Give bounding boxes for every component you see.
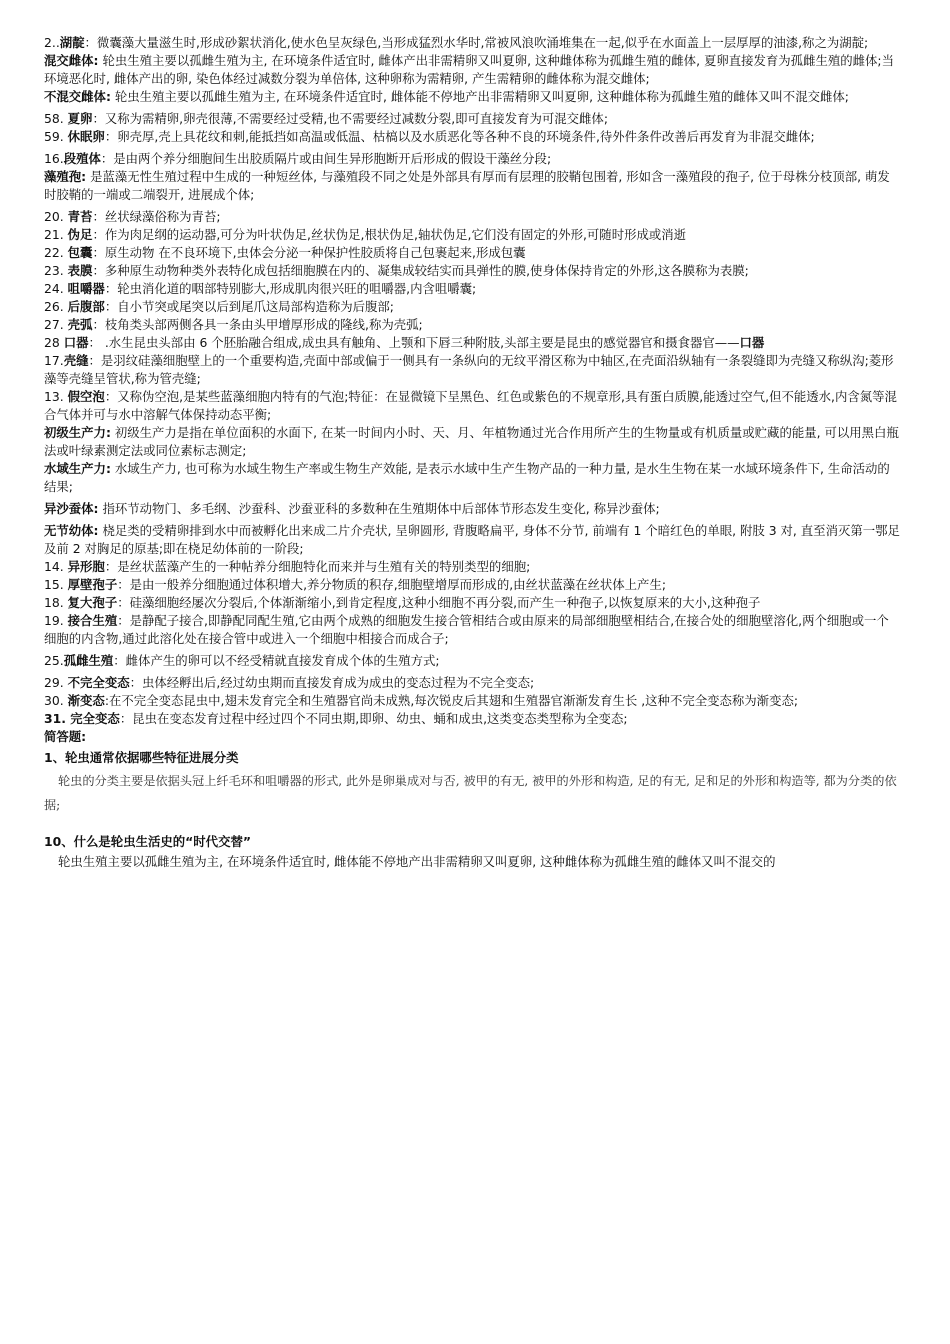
glossary-entry (44, 576, 900, 594)
entry-term-tail: 口器 (739, 335, 765, 350)
glossary-entry (44, 612, 900, 648)
entry-number: 29. (44, 675, 68, 690)
section-title: 简答题: (44, 729, 87, 744)
entry-term: 复大孢子 (67, 595, 118, 610)
entry-number: 19. (44, 613, 68, 628)
short-answer-section (44, 728, 900, 871)
entry-number: 30. (44, 693, 68, 708)
glossary-entry (44, 208, 900, 226)
entry-number: 2.. (44, 35, 60, 50)
entry-term: 口器 (63, 335, 89, 350)
entry-definition: 是蓝藻无性生殖过程中生成的一种短丝体, 与藻殖段不同之处是外部具有厚而有层理的胶鞘包围着, 形如含一藻殖段的孢子, 位于母株分枝顶部, 萌发时胶鞘的一端或二端裂开, 进展成个体; (44, 169, 890, 202)
entry-term: 咀嚼器 (67, 281, 105, 296)
entry-term: 无节幼体: (44, 523, 99, 538)
glossary-entry (44, 110, 900, 128)
entry-definition: ：硅藻细胞经屡次分裂后,个体渐渐缩小,到肯定程度,这种小细胞不再分裂,而产生一种孢子,以恢复原来的大小,这种孢子 (117, 595, 761, 610)
question-answer: 轮虫生殖主要以孤雌生殖为主, 在环境条件适宜时, 雌体能不停地产出非需精卵又叫夏卵, 这种雌体称为孤雌生殖的雌体又叫不混交的 (58, 854, 776, 869)
entry-term: 休眠卵 (67, 129, 105, 144)
entry-term: 不完全变态 (67, 675, 130, 690)
entry-definition: 初级生产力是指在单位面积的水面下, 在某一时间内小时、天、月、年植物通过光合作用所产生的生物量或有机质量或贮藏的能量, 可以用黑白瓶法或叶绿素测定法或同位素标志测定; (44, 425, 899, 458)
entry-number: 14. (44, 559, 68, 574)
entry-definition: 水域生产力, 也可称为水域生物生产率或生物生产效能, 是表示水域中生产生物产品的一种力量, 是水生生物在某一水域环境条件下, 生命活动的结果; (44, 461, 890, 494)
entry-number: 16. (44, 151, 64, 166)
entry-number: 18. (44, 595, 68, 610)
question-title: 10、什么是轮虫生活史的“时代交替” (44, 834, 251, 849)
entry-term: 段殖体 (63, 151, 101, 166)
entry-number: 28 (44, 335, 64, 350)
entry-definition: ：虫体经孵出后,经过幼虫期而直接发育成为成虫的变态过程为不完全变态; (129, 675, 535, 690)
entry-term: 包囊 (67, 245, 93, 260)
glossary-entry (44, 424, 900, 460)
entry-definition: ：雌体产生的卵可以不经受精就直接发育成个体的生殖方式; (113, 653, 440, 668)
entry-term: 青苔 (67, 209, 93, 224)
entry-number: 27. (44, 317, 68, 332)
entry-term: 渐变态 (67, 693, 105, 708)
glossary-entry (44, 168, 900, 204)
entry-term: 夏卵 (67, 111, 93, 126)
glossary-entry (44, 88, 900, 106)
glossary-entry (44, 522, 900, 558)
entry-number: 15. (44, 577, 68, 592)
entry-number: 20. (44, 209, 68, 224)
entry-definition: ：是丝状蓝藻产生的一种帖养分细胞特化而来并与生殖有关的特别类型的细胞; (104, 559, 531, 574)
entry-definition: ：是由一般养分细胞通过体积增大,养分物质的积存,细胞壁增厚而形成的,由丝状蓝藻在丝状体上产生; (117, 577, 667, 592)
glossary-entry (44, 334, 900, 352)
entry-number: 59. (44, 129, 68, 144)
entry-definition: ：作为肉足纲的运动器,可分为叶状伪足,丝状伪足,根状伪足,轴状伪足,它们没有固定的外形,可随时形成或消逝 (92, 227, 687, 242)
glossary-entry (44, 692, 900, 710)
entry-definition: ：又称为需精卵,卵壳很薄,不需要经过受精,也不需要经过减数分裂,即可直接发育为可混交雌体; (92, 111, 608, 126)
glossary-entry (44, 460, 900, 496)
entry-term: 伪足 (67, 227, 93, 242)
glossary-entry (44, 352, 900, 388)
entry-definition: ：昆虫在变态发育过程中经过四个不同虫期,即卵、幼虫、蛹和成虫,这类变态类型称为全变态; (119, 711, 628, 726)
glossary-entry (44, 674, 900, 692)
entry-definition: ：是羽纹硅藻细胞壁上的一个重要构造,壳面中部或偏于一侧具有一条纵向的无纹平滑区称为中轴区,在壳面沿纵轴有一条裂缝即为壳缝又称纵沟;菱形藻等壳缝呈管状,称为管壳缝; (44, 353, 894, 386)
entry-term: 混交雌体: (44, 53, 99, 68)
entry-definition: ：原生动物 在不良环境下,虫体会分泌一种保护性胶质将自己包裹起来,形成包囊 (92, 245, 526, 260)
glossary-entry (44, 244, 900, 262)
glossary-entry (44, 558, 900, 576)
question-title: 1、轮虫通常依据哪些特征进展分类 (44, 750, 239, 765)
entry-number: 21. (44, 227, 68, 242)
entry-definition: ：是静配子接合,即静配同配生殖,它由两个成熟的细胞发生接合管相结合或由原来的局部细胞壁相结合,在接合处的细胞壁溶化,两个细胞或一个细胞的内含物,通过此溶化处在接合管中或进入一个细胞中相接合而成合子; (44, 613, 889, 646)
entry-term: 孤雌生殖 (63, 653, 114, 668)
entry-definition: ： .水生昆虫头部由 6 个胚胎融合组成,成虫具有触角、上颚和下唇三种附肢,头部主要是昆虫的感觉器官和摄食器官—— (88, 335, 740, 350)
entry-term: 水域生产力: (44, 461, 111, 476)
entry-definition: ：轮虫消化道的咽部特别膨大,形成肌肉很兴旺的咀嚼器,内含咀嚼囊; (104, 281, 477, 296)
entry-number: 23. (44, 263, 68, 278)
entry-definition: ：是由两个养分细胞间生出胶质隔片或由间生异形胞断开后形成的假设干藻丝分段; (100, 151, 552, 166)
entry-definition: ：枝角类头部两侧各具一条由头甲增厚形成的隆线,称为壳弧; (92, 317, 423, 332)
glossary-list (44, 34, 900, 728)
glossary-entry (44, 280, 900, 298)
glossary-entry (44, 226, 900, 244)
entry-term: 壳缝 (63, 353, 89, 368)
entry-term: 不混交雌体: (44, 89, 111, 104)
entry-definition: ：卵壳厚,壳上具花纹和刺,能抵挡如高温或低温、枯槁以及水质恶化等各种不良的环境条件,待外件条件改善后再发育为非混交雌体; (104, 129, 815, 144)
entry-number: 22. (44, 245, 68, 260)
entry-term: 接合生殖 (67, 613, 118, 628)
entry-definition: 指环节动物门、多毛纲、沙蚕科、沙蚕亚科的多数种在生殖期体中后部体节形态发生变化, 称异沙蚕体; (98, 501, 660, 516)
glossary-entry (44, 652, 900, 670)
glossary-entry (44, 316, 900, 334)
glossary-entry (44, 52, 900, 88)
entry-number: 25. (44, 653, 64, 668)
glossary-entry (44, 388, 900, 424)
entry-definition: ：丝状绿藻俗称为青苔; (92, 209, 221, 224)
entry-term: 壳弧 (67, 317, 93, 332)
entry-term: 藻殖孢: (44, 169, 87, 184)
glossary-entry (44, 298, 900, 316)
entry-number: 13. (44, 389, 68, 404)
glossary-entry (44, 128, 900, 146)
entry-definition: ：多种原生动物种类外表特化成包括细胞膜在内的、凝集成较结实而具弹性的膜,使身体保持肯定的外形,这各膜称为表膜; (92, 263, 749, 278)
entry-term: 后腹部 (67, 299, 105, 314)
glossary-entry (44, 594, 900, 612)
question-answer: 轮虫的分类主要是依据头冠上纤毛环和咀嚼器的形式, 此外是卵巢成对与否, 被甲的有无, 被甲的外形和构造, 足的有无, 足和足的外形和构造等, 都为分类的依据; (44, 774, 897, 812)
glossary-entry (44, 710, 900, 728)
entry-term: 异形胞 (67, 559, 105, 574)
glossary-entry (44, 262, 900, 280)
entry-number: 17. (44, 353, 64, 368)
entry-definition: ：又称伪空泡,是某些蓝藻细胞内特有的气泡;特征：在显微镜下呈黑色、红色或紫色的不规章形,具有蛋白质膜,能透过空气,但不能透水,内含氮等混合气体并可与水中溶解气体保持动态平衡; (44, 389, 897, 422)
entry-definition: 轮虫生殖主要以孤雌生殖为主, 在环境条件适宜时, 雌体产出非需精卵又叫夏卵, 这种雌体称为孤雌生殖的雌体, 夏卵直接发育为孤雌生殖的雌体;当环境恶化时, 雌体产出的卵, 染色体经过减数分裂为单倍体, 这种卵称为需精卵, 产生需精卵的雌体称为混交雌体; (44, 53, 894, 86)
document-page (44, 34, 900, 871)
entry-definition: :在不完全变态昆虫中,翅未发育完全和生殖器官尚未成熟,每次锐皮后其翅和生殖器官渐渐发育生长 ,这种不完全变态称为渐变态; (104, 693, 799, 708)
glossary-entry (44, 34, 900, 52)
entry-number: 58. (44, 111, 68, 126)
glossary-entry (44, 500, 900, 518)
entry-number: 31. (44, 711, 71, 726)
glossary-entry (44, 150, 900, 168)
entry-term: 湖靛 (59, 35, 85, 50)
entry-term: 异沙蚕体: (44, 501, 99, 516)
entry-term: 厚壁孢子 (67, 577, 118, 592)
entry-term: 完全变态 (70, 711, 120, 726)
entry-definition: ：自小节突或尾突以后到尾爪这局部构造称为后腹部; (104, 299, 394, 314)
entry-definition: 轮虫生殖主要以孤雌生殖为主, 在环境条件适宜时, 雌体能不停地产出非需精卵又叫夏卵, 这种雌体称为孤雌生殖的雌体又叫不混交雌体; (110, 89, 849, 104)
entry-definition: ：微囊藻大量滋生时,形成砂絮状消化,使水色呈灰绿色,当形成猛烈水华时,常被风浪吹涌堆集在一起,似乎在水面盖上一层厚厚的油漆,称之为湖靛; (84, 35, 869, 50)
entry-term: 初级生产力: (44, 425, 111, 440)
entry-number: 26. (44, 299, 68, 314)
entry-term: 表膜 (67, 263, 93, 278)
entry-number: 24. (44, 281, 68, 296)
entry-term: 假空泡 (67, 389, 105, 404)
entry-definition: 桡足类的受精卵排到水中而被孵化出来成二片介壳状, 呈卵圆形, 背腹略扁平, 身体不分节, 前端有 1 个暗红色的单眼, 附肢 3 对, 直至消灭第一鄂足及前 2 对胸足的原基;即在桡足幼体前的一阶段; (44, 523, 900, 556)
